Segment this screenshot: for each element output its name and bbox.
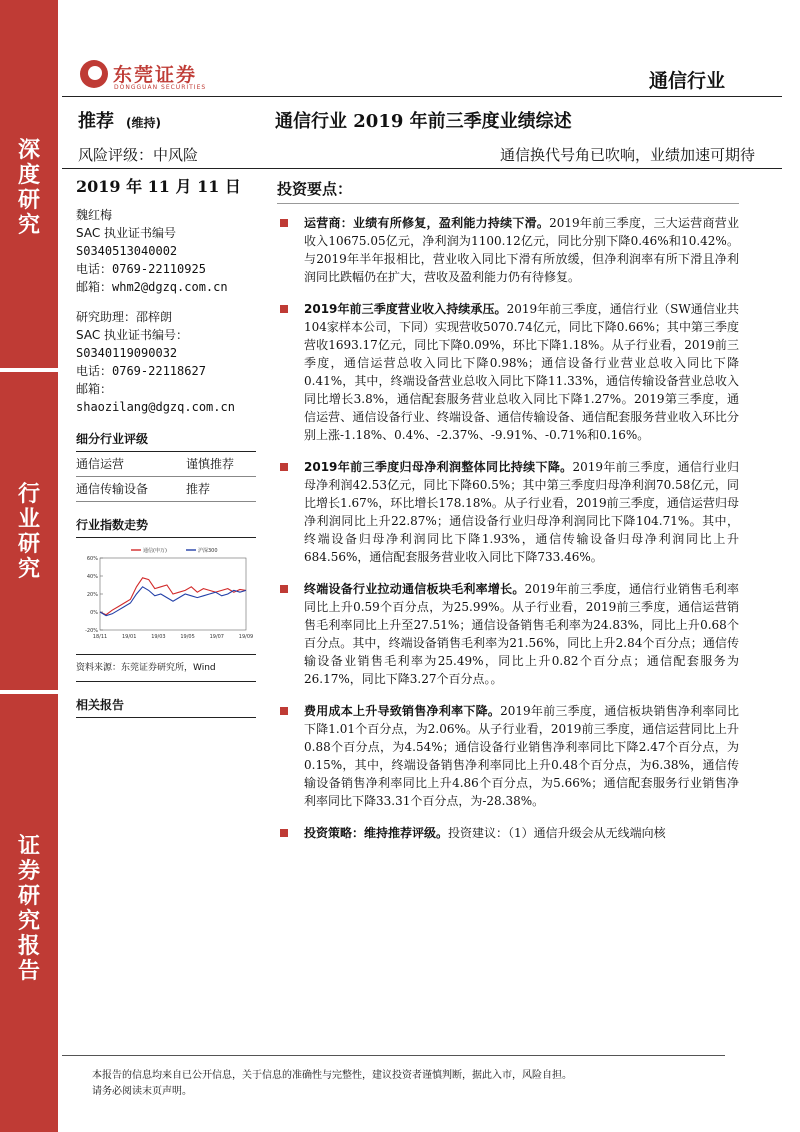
bullet-lead: 2019年前三季度营业收入持续承压。 bbox=[304, 302, 507, 316]
logo-cn-text: 东莞证券 bbox=[113, 64, 198, 86]
sidebar-label: 深 度 研 究 bbox=[17, 138, 40, 238]
y-tick-label: 40% bbox=[86, 574, 98, 580]
y-tick-label: -20% bbox=[85, 628, 98, 634]
bullet-square-icon bbox=[280, 585, 288, 593]
y-tick-label: 0% bbox=[90, 610, 98, 616]
industry-label: 通信行业 bbox=[648, 70, 725, 92]
bullet-square-icon bbox=[280, 707, 288, 715]
bullet-text: 2019年前三季度，通信板块销售净利率同比下降1.01个百分点，为2.06%。从子行业看，2019前三季度，通信运营同比上升0.88个百分点，为4.54%；通信设备行业销售净利率同比下降2.47个百分点，为0.15%，其中，终端设备销售净利率同比上升0.48个百分点，为6.38%，通信传输设备销售净利率同比上升4.86个百分点，为5.66%；通信配套服务行业销售净利率同比下降33.31个百分点，为-28.38%。 bbox=[304, 704, 739, 808]
header-divider bbox=[62, 96, 782, 97]
y-tick-label: 60% bbox=[86, 556, 98, 562]
x-tick-label: 19/05 bbox=[180, 634, 195, 640]
series-line bbox=[100, 587, 246, 616]
sector-rating: 谨慎推荐 bbox=[186, 452, 256, 477]
sector-ratings-heading: 细分行业评级 bbox=[76, 430, 256, 452]
left-column bbox=[76, 178, 256, 718]
sector-name: 通信运营 bbox=[76, 452, 186, 477]
bullet-lead: 2019年前三季度归母净利润整体同比持续下降。 bbox=[304, 460, 573, 474]
bullet-text: 2019年前三季度，通信行业销售毛利率同比上升0.59个百分点，为25.99%。从子行业看，2019前三季度，通信运营销售毛利率同比上升至27.51%；通信设备销售毛利率为24.83%，同比上升0.68个百分点。其中，终端设备销售毛利率为21.56%，同比上升2.84个百分点；通信传输设备业销售毛利率为25.49%，同比上升0.82个百分点；通信配套服务为26.17%，同比下降3.27个百分点。。 bbox=[304, 582, 739, 686]
sidebar-label: 证 券 研 究 报 告 bbox=[17, 834, 40, 984]
bullet-lead: 运营商：业绩有所修复，盈利能力持续下滑。 bbox=[304, 216, 550, 230]
analyst-name: 魏红梅 bbox=[76, 208, 113, 222]
y-tick-label: 20% bbox=[86, 592, 98, 598]
analyst-email[interactable]: 邮箱：whm2@dgzq.com.cn bbox=[76, 280, 228, 294]
index-trend-chart bbox=[76, 542, 256, 648]
bullet-lead: 费用成本上升导致销售净利率下降。 bbox=[304, 704, 501, 718]
list-item bbox=[277, 214, 739, 286]
index-trend-heading: 行业指数走势 bbox=[76, 516, 256, 538]
analyst-cert-label: SAC 执业证书编号 bbox=[76, 226, 177, 240]
list-item bbox=[277, 300, 739, 444]
list-item bbox=[277, 824, 739, 842]
bullet-lead: 投资策略：维持推荐评级。 bbox=[304, 826, 449, 840]
list-item bbox=[277, 458, 739, 566]
bullet-square-icon bbox=[280, 219, 288, 227]
chart-source: 资料来源：东莞证券研究所，Wind bbox=[76, 654, 256, 682]
footer bbox=[92, 1068, 572, 1100]
sidebar-securities-report bbox=[0, 694, 58, 1132]
bullet-lead: 终端设备行业拉动通信板块毛利率增长。 bbox=[304, 582, 525, 596]
series-line bbox=[100, 578, 246, 615]
risk-level: 风险评级：中风险 bbox=[78, 146, 199, 164]
footer-note: 请务必阅读末页声明。 bbox=[92, 1086, 192, 1097]
logo-en-text: DONGGUAN SECURITIES bbox=[114, 84, 207, 91]
assistant-email-label: 邮箱： bbox=[76, 382, 113, 396]
company-logo bbox=[80, 60, 220, 96]
bullet-text: 2019年前三季度，三大运营商营业收入10675.05亿元，净利润为1100.12亿元，同比分别下降0.46%和10.42%。与2019年半年报相比，营业收入同比下滑有所放缓，但净利润率有所下滑且净利润同比跌幅仍在扩大，营收及盈利能力仍有待修复。 bbox=[304, 216, 739, 284]
x-tick-label: 19/03 bbox=[151, 634, 166, 640]
bullet-square-icon bbox=[280, 305, 288, 313]
rating-note: (维持) bbox=[126, 116, 161, 130]
x-tick-label: 19/09 bbox=[238, 634, 254, 640]
x-tick-label: 18/11 bbox=[92, 634, 108, 640]
bullet-square-icon bbox=[280, 829, 288, 837]
related-reports-heading: 相关报告 bbox=[76, 696, 256, 718]
assistant-cert: S0340119090032 bbox=[76, 346, 178, 360]
footer-disclaimer: 本报告的信息均来自已公开信息，关于信息的准确性与完整性，建议投资者谨慎判断，据此入市，风险自担。 bbox=[92, 1070, 572, 1081]
page-subtitle: 通信换代号角已吹响，业绩加速可期待 bbox=[499, 146, 755, 164]
table-row bbox=[76, 452, 256, 477]
bullet-text: 2019年前三季度，通信行业（SW通信业共104家样本公司，下同）实现营收5070.74亿元，同比下降0.66%；其中第三季度营收1693.17亿元，同比下降0.09%，环比下降1.18%。从子行业看，2019前三季度，通信运营总收入同比下降0.98%；通信设备行业营业总收入同比下降0.41%，其中，终端设备营业总收入同比下降11.33%，通信传输设备营业总收入同比增长3.8%，通信配套服务营业总收入同比下降1.27%。2019第三季度，通信运营、通信设备行业、终端设备、通信传输设备、通信配套服务营业收入环比分别上涨-1.18%、0.4%、-2.37%、-9.91%、-0.71%和0.16%。 bbox=[304, 302, 739, 442]
logo-icon bbox=[80, 60, 108, 88]
key-points bbox=[277, 178, 739, 856]
assistant-email[interactable]: shaozilang@dgzq.com.cn bbox=[76, 400, 235, 414]
sidebar-deep-research bbox=[0, 0, 58, 368]
bullet-square-icon bbox=[280, 463, 288, 471]
x-tick-label: 19/07 bbox=[209, 634, 225, 640]
report-date: 2019 年 11 月 11 日 bbox=[76, 177, 241, 196]
assistant-phone: 电话：0769-22118627 bbox=[76, 364, 206, 378]
assistant-name: 研究助理：邵梓朗 bbox=[76, 310, 173, 324]
x-tick-label: 19/01 bbox=[121, 634, 137, 640]
bullet-text: 投资建议：（1）通信升级会从无线端向核 bbox=[448, 826, 666, 840]
page-title: 通信行业 2019 年前三季度业绩综述 bbox=[275, 111, 572, 132]
title-divider bbox=[62, 168, 782, 169]
bullet-text: 2019年前三季度，通信行业归母净利润42.53亿元，同比下降60.5%；其中第三季度归母净利润70.58亿元，同比增长1.67%，环比增长178.18%。从子行业看，2019前三季度，通信运营归母净利润同比上升22.87%；通信设备行业归母净利润同比下降104.71%。其中，终端设备归母净利润同比下降1.93%，通信传输设备归母净利润同比上升684.56%，通信配套服务营业收入同比下降733.46%。 bbox=[304, 460, 739, 564]
sector-rating: 推荐 bbox=[186, 477, 256, 502]
rating bbox=[78, 107, 161, 133]
analyst-cert: S0340513040002 bbox=[76, 244, 178, 258]
chart-svg bbox=[76, 542, 256, 648]
analyst-phone: 电话：0769-22110925 bbox=[76, 262, 206, 276]
list-item bbox=[277, 580, 739, 688]
sector-name: 通信传输设备 bbox=[76, 477, 186, 502]
key-points-heading: 投资要点： bbox=[277, 178, 739, 204]
assistant-cert-label: SAC 执业证书编号： bbox=[76, 328, 189, 342]
legend-label: 沪深300 bbox=[198, 548, 218, 554]
legend-label: 通信(申万) bbox=[143, 548, 167, 554]
footer-divider bbox=[62, 1055, 725, 1056]
sector-ratings-table bbox=[76, 452, 256, 502]
table-row bbox=[76, 477, 256, 502]
list-item bbox=[277, 702, 739, 810]
sidebar-label: 行 业 研 究 bbox=[17, 482, 40, 582]
sidebar-industry-research bbox=[0, 372, 58, 690]
rating-value: 推荐 bbox=[78, 111, 114, 132]
